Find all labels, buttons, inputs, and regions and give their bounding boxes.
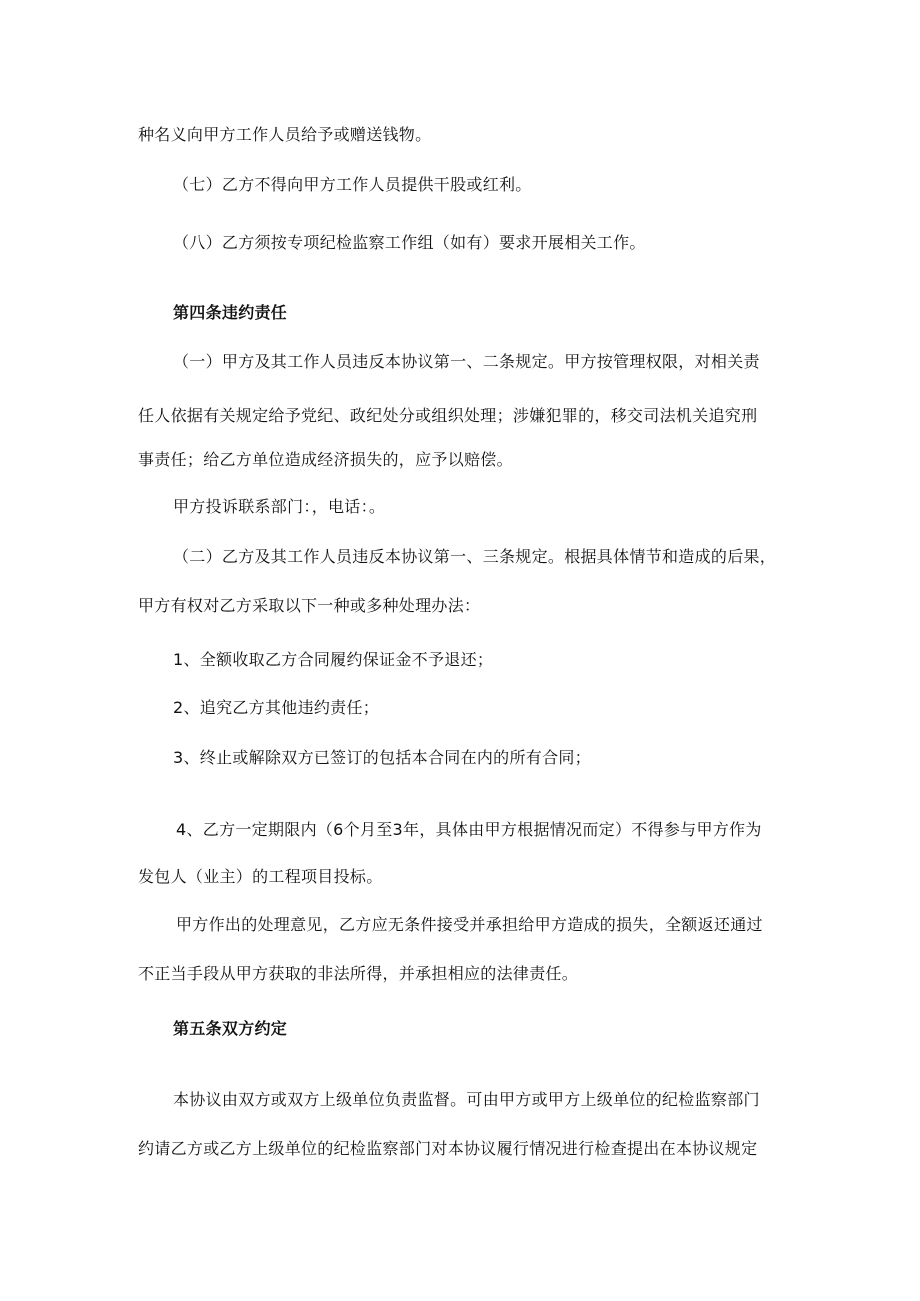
measure-4-line-2: 发包人（业主）的工程项目投标。 <box>138 867 383 886</box>
clause-4-2-line-2: 甲方有权对乙方采取以下一种或多种处理办法： <box>138 596 481 615</box>
article-5-line-1: 本协议由双方或双方上级单位负责监督。可由甲方或甲方上级单位的纪检监察部门 <box>173 1090 760 1109</box>
measure-3-line: 3、终止或解除双方已签订的包括本合同在内的所有合同； <box>173 748 591 767</box>
article-4-heading: 第四条违约责任 <box>173 303 288 322</box>
handling-line-1: 甲方作出的处理意见，乙方应无条件接受并承担给甲方造成的损失，全额返还通过 <box>176 915 763 934</box>
clause-4-2-line-1: （二）乙方及其工作人员违反本协议第一、三条规定。根据具体情节和造成的后果， <box>173 547 777 566</box>
measure-4-line-1: 4、乙方一定期限内（6个月至3年，具体由甲方根据情况而定）不得参与甲方作为 <box>176 820 762 839</box>
clause-8-line: （八）乙方须按专项纪检监察工作组（如有）要求开展相关工作。 <box>173 233 646 252</box>
clause-4-1-line-1: （一）甲方及其工作人员违反本协议第一、二条规定。甲方按管理权限，对相关责 <box>173 352 760 371</box>
clause-4-1-line-3: 事责任；给乙方单位造成经济损失的，应予以赔偿。 <box>138 450 513 469</box>
measure-1-line: 1、全额收取乙方合同履约保证金不予退还； <box>173 650 494 669</box>
measure-2-line: 2、追究乙方其他违约责任； <box>173 698 380 717</box>
article-5-heading: 第五条双方约定 <box>173 1019 288 1038</box>
complaint-contact-line: 甲方投诉联系部门：，电话：。 <box>173 497 386 516</box>
handling-line-2: 不正当手段从甲方获取的非法所得，并承担相应的法律责任。 <box>138 964 579 983</box>
clause-4-1-line-2: 任人依据有关规定给予党纪、政纪处分或组织处理；涉嫌犯罪的，移交司法机关追究刑 <box>138 406 758 425</box>
article-5-line-2: 约请乙方或乙方上级单位的纪检监察部门对本协议履行情况进行检查提出在本协议规定 <box>138 1139 758 1158</box>
text-line-1: 种名义向甲方工作人员给予或赠送钱物。 <box>138 125 432 144</box>
clause-7-line: （七）乙方不得向甲方工作人员提供干股或红利。 <box>173 175 532 194</box>
